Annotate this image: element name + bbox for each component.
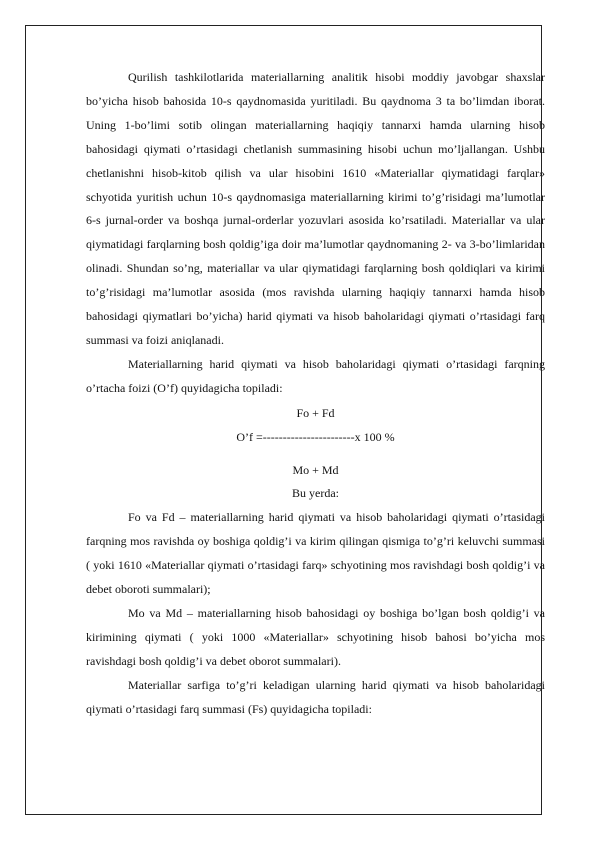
formula-where-label: Bu yerda: [292,486,339,501]
formula-numerator: Fo + Fd [296,405,335,420]
paragraph-mo-md-definition: Mo va Md – materiallarning hisob bahosidagi oy boshiga bo’lgan bosh qoldig’i va kirimining qiymati ( yoki 1000 «Materiallar» schyotining hisob bahosi bo’yicha mos ravishdagi bosh qoldig’i va debet oborot summalari). [86,605,545,668]
page-border [25,25,545,815]
formula-block [86,402,545,507]
document-body [86,66,545,721]
paragraph-fo-fd-definition: Fo va Fd – materiallarning harid qiymati va hisob baholaridagi qiymati o’rtasidagi farqning mos ravishda oy boshiga qoldig’i va kirim qilingan qismiga to’g’ri keluvchi summasi ( yoki 1610 «Materiallar qiymati o’rtasidagi farq» schyotining mos ravishdagi bosh qoldig’i va debet oboroti summalari); [86,510,545,597]
formula-line: O’f =-----------------------x 100 % [236,429,395,444]
paragraph-average-percent-intro: Materiallarning harid qiymati va hisob baholaridagi qiymati o’rtasidagi farqning o’rtacha foizi (O’f) quyidagicha topiladi: [86,356,545,395]
paragraph-fs-intro: Materiallar sarfiga to’g’ri keladigan ularning harid qiymati va hisob baholaridagi qiymati o’rtasidagi farq summasi (Fs) quyidagicha topiladi: [86,677,545,716]
formula-denominator: Mo + Md [292,462,339,477]
paragraph-analytic-accounting: Qurilish tashkilotlarida materiallarning analitik hisobi moddiy javobgar shaxslar bo’yicha hisob bahosida 10-s qaydnomasida yuritiladi. Bu qaydnoma 3 ta bo’limdan iborat. Uning 1-bo’limi sotib olingan materiallarning haqiqiy tannarxi hamda ularning hisob bahosidagi qiymati o’rtasidagi chetlanish summasining hisobi uchun mo’ljallangan. Ushbu chetlanishni hisob-kitob qilish va ular hisobini 1610 «Materiallar qiymatidagi farqlar» schyotida yuritish uchun 10-s qaydnomasiga materiallarning kirimi to’g’risidagi ma’lumotlar 6-s jurnal-order va boshqa jurnal-orderlar yozuvlari asosida ko’rsatiladi. Materiallar va ular qiymatidagi farqlarning bosh qoldig’iga doir ma’lumotlar qaydnomaning 2- va 3-bo’limlaridan olinadi. Shundan so’ng, materiallar va ular qiymatidagi farqlarning bosh qoldiqlari va kirimi to’g’risidagi ma’lumotlar asosida (mos ravishda ularning haqiqiy tannarxi hamda hisob bahosidagi qiymatlari bo’yicha) harid qiymati va hisob baholaridagi qiymati o’rtasidagi farq summasi va foizi aniqlanadi. [86,70,545,347]
